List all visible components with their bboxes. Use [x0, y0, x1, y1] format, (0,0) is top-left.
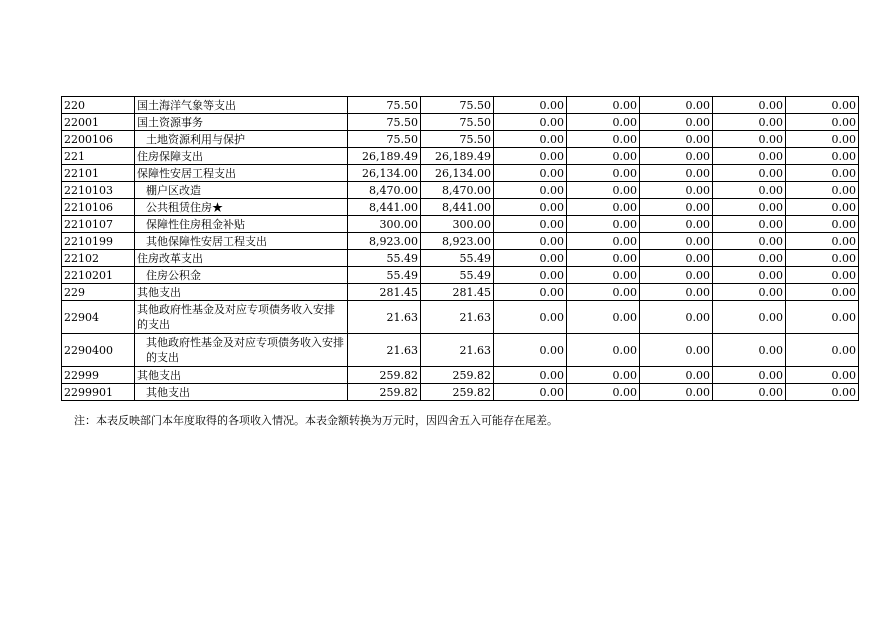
amount-cell: 0.00 [786, 182, 859, 199]
amount-cell: 0.00 [640, 301, 713, 334]
amount-cell: 0.00 [567, 284, 640, 301]
table-row [62, 384, 859, 401]
amount-cell: 8,441.00 [348, 199, 421, 216]
amount-cell: 0.00 [786, 216, 859, 233]
amount-cell: 75.50 [348, 97, 421, 114]
amount-cell: 0.00 [567, 367, 640, 384]
table-row [62, 284, 859, 301]
subject-name-cell: 其他保障性安居工程支出 [135, 233, 348, 250]
amount-cell: 0.00 [494, 148, 567, 165]
amount-cell: 0.00 [567, 114, 640, 131]
amount-cell: 0.00 [786, 334, 859, 367]
amount-cell: 0.00 [567, 199, 640, 216]
subject-code-cell: 2200106 [62, 131, 135, 148]
amount-cell: 0.00 [567, 267, 640, 284]
subject-code-cell: 22001 [62, 114, 135, 131]
table-row [62, 165, 859, 182]
amount-cell: 0.00 [567, 165, 640, 182]
amount-cell: 0.00 [713, 267, 786, 284]
table-row [62, 233, 859, 250]
amount-cell: 259.82 [348, 384, 421, 401]
subject-name-cell: 其他支出 [135, 367, 348, 384]
amount-cell: 0.00 [640, 165, 713, 182]
amount-cell: 0.00 [713, 284, 786, 301]
table-note: 注：本表反映部门本年度取得的各项收入情况。本表金额转换为万元时，因四舍五入可能存在尾差。 [74, 414, 558, 427]
amount-cell: 0.00 [713, 131, 786, 148]
amount-cell: 0.00 [713, 216, 786, 233]
subject-name-cell: 保障性安居工程支出 [135, 165, 348, 182]
table-row [62, 131, 859, 148]
amount-cell: 0.00 [713, 384, 786, 401]
subject-code-cell: 2290400 [62, 334, 135, 367]
subject-name-cell: 其他支出 [135, 384, 348, 401]
amount-cell: 0.00 [713, 165, 786, 182]
amount-cell: 0.00 [640, 367, 713, 384]
budget-table-body [62, 97, 859, 401]
amount-cell: 0.00 [713, 301, 786, 334]
subject-name-cell: 其他支出 [135, 284, 348, 301]
amount-cell: 0.00 [567, 334, 640, 367]
amount-cell: 0.00 [494, 367, 567, 384]
amount-cell: 0.00 [713, 250, 786, 267]
amount-cell: 0.00 [640, 148, 713, 165]
subject-code-cell: 2210199 [62, 233, 135, 250]
amount-cell: 0.00 [640, 233, 713, 250]
amount-cell: 0.00 [494, 131, 567, 148]
amount-cell: 0.00 [786, 250, 859, 267]
table-row [62, 334, 859, 367]
amount-cell: 0.00 [640, 334, 713, 367]
amount-cell: 0.00 [713, 199, 786, 216]
amount-cell: 21.63 [421, 301, 494, 334]
amount-cell: 0.00 [640, 131, 713, 148]
amount-cell: 26,134.00 [348, 165, 421, 182]
amount-cell: 0.00 [786, 267, 859, 284]
amount-cell: 0.00 [786, 301, 859, 334]
subject-code-cell: 22904 [62, 301, 135, 334]
amount-cell: 300.00 [421, 216, 494, 233]
amount-cell: 75.50 [348, 131, 421, 148]
amount-cell: 0.00 [640, 284, 713, 301]
amount-cell: 259.82 [421, 384, 494, 401]
table-row [62, 199, 859, 216]
subject-code-cell: 22101 [62, 165, 135, 182]
amount-cell: 55.49 [348, 267, 421, 284]
amount-cell: 0.00 [494, 384, 567, 401]
amount-cell: 0.00 [494, 165, 567, 182]
amount-cell: 281.45 [421, 284, 494, 301]
subject-name-cell: 住房公积金 [135, 267, 348, 284]
table-row [62, 97, 859, 114]
amount-cell: 21.63 [421, 334, 494, 367]
subject-name-cell: 住房改革支出 [135, 250, 348, 267]
amount-cell: 8,923.00 [421, 233, 494, 250]
amount-cell: 26,189.49 [421, 148, 494, 165]
amount-cell: 0.00 [640, 114, 713, 131]
amount-cell: 55.49 [421, 267, 494, 284]
subject-code-cell: 229 [62, 284, 135, 301]
amount-cell: 0.00 [713, 114, 786, 131]
table-row [62, 114, 859, 131]
amount-cell: 0.00 [786, 384, 859, 401]
amount-cell: 259.82 [348, 367, 421, 384]
amount-cell: 0.00 [567, 233, 640, 250]
amount-cell: 8,441.00 [421, 199, 494, 216]
subject-code-cell: 2299901 [62, 384, 135, 401]
amount-cell: 26,189.49 [348, 148, 421, 165]
amount-cell: 0.00 [567, 97, 640, 114]
amount-cell: 0.00 [786, 199, 859, 216]
amount-cell: 0.00 [786, 131, 859, 148]
amount-cell: 75.50 [421, 114, 494, 131]
subject-name-cell: 其他政府性基金及对应专项债务收入安排的支出 [135, 334, 348, 367]
amount-cell: 0.00 [494, 182, 567, 199]
amount-cell: 0.00 [494, 233, 567, 250]
subject-name-cell: 土地资源利用与保护 [135, 131, 348, 148]
amount-cell: 0.00 [786, 367, 859, 384]
amount-cell: 0.00 [713, 367, 786, 384]
amount-cell: 0.00 [640, 182, 713, 199]
table-row [62, 301, 859, 334]
amount-cell: 8,470.00 [421, 182, 494, 199]
amount-cell: 0.00 [567, 148, 640, 165]
subject-code-cell: 2210106 [62, 199, 135, 216]
amount-cell: 55.49 [421, 250, 494, 267]
subject-name-cell: 其他政府性基金及对应专项债务收入安排的支出 [135, 301, 348, 334]
table-row [62, 367, 859, 384]
amount-cell: 0.00 [786, 233, 859, 250]
amount-cell: 0.00 [786, 284, 859, 301]
amount-cell: 0.00 [494, 284, 567, 301]
amount-cell: 0.00 [567, 384, 640, 401]
amount-cell: 0.00 [494, 199, 567, 216]
table-row [62, 182, 859, 199]
amount-cell: 0.00 [567, 216, 640, 233]
subject-name-cell: 住房保障支出 [135, 148, 348, 165]
amount-cell: 0.00 [786, 97, 859, 114]
amount-cell: 0.00 [713, 182, 786, 199]
amount-cell: 8,923.00 [348, 233, 421, 250]
amount-cell: 0.00 [640, 97, 713, 114]
amount-cell: 0.00 [494, 334, 567, 367]
amount-cell: 0.00 [640, 384, 713, 401]
amount-cell: 0.00 [494, 301, 567, 334]
table-row [62, 148, 859, 165]
subject-code-cell: 2210103 [62, 182, 135, 199]
amount-cell: 26,134.00 [421, 165, 494, 182]
table-row [62, 250, 859, 267]
table-row [62, 216, 859, 233]
amount-cell: 0.00 [640, 267, 713, 284]
amount-cell: 0.00 [640, 250, 713, 267]
amount-cell: 0.00 [494, 216, 567, 233]
table-row [62, 267, 859, 284]
amount-cell: 0.00 [786, 114, 859, 131]
amount-cell: 281.45 [348, 284, 421, 301]
subject-code-cell: 22999 [62, 367, 135, 384]
subject-code-cell: 220 [62, 97, 135, 114]
amount-cell: 0.00 [640, 199, 713, 216]
amount-cell: 0.00 [640, 216, 713, 233]
amount-cell: 0.00 [567, 182, 640, 199]
subject-name-cell: 保障性住房租金补贴 [135, 216, 348, 233]
amount-cell: 0.00 [494, 97, 567, 114]
amount-cell: 0.00 [713, 97, 786, 114]
amount-cell: 0.00 [567, 131, 640, 148]
subject-name-cell: 国土资源事务 [135, 114, 348, 131]
amount-cell: 0.00 [494, 250, 567, 267]
budget-table [61, 96, 859, 401]
amount-cell: 300.00 [348, 216, 421, 233]
amount-cell: 75.50 [421, 131, 494, 148]
amount-cell: 0.00 [713, 233, 786, 250]
amount-cell: 0.00 [567, 301, 640, 334]
amount-cell: 55.49 [348, 250, 421, 267]
amount-cell: 0.00 [494, 114, 567, 131]
subject-code-cell: 22102 [62, 250, 135, 267]
amount-cell: 0.00 [713, 334, 786, 367]
amount-cell: 0.00 [713, 148, 786, 165]
amount-cell: 0.00 [786, 148, 859, 165]
subject-name-cell: 棚户区改造 [135, 182, 348, 199]
subject-code-cell: 2210201 [62, 267, 135, 284]
subject-code-cell: 221 [62, 148, 135, 165]
amount-cell: 75.50 [348, 114, 421, 131]
amount-cell: 259.82 [421, 367, 494, 384]
amount-cell: 21.63 [348, 301, 421, 334]
subject-name-cell: 公共租赁住房★ [135, 199, 348, 216]
amount-cell: 8,470.00 [348, 182, 421, 199]
amount-cell: 0.00 [786, 165, 859, 182]
subject-code-cell: 2210107 [62, 216, 135, 233]
amount-cell: 0.00 [567, 250, 640, 267]
amount-cell: 0.00 [494, 267, 567, 284]
subject-name-cell: 国土海洋气象等支出 [135, 97, 348, 114]
amount-cell: 21.63 [348, 334, 421, 367]
budget-table-container [61, 96, 859, 401]
amount-cell: 75.50 [421, 97, 494, 114]
